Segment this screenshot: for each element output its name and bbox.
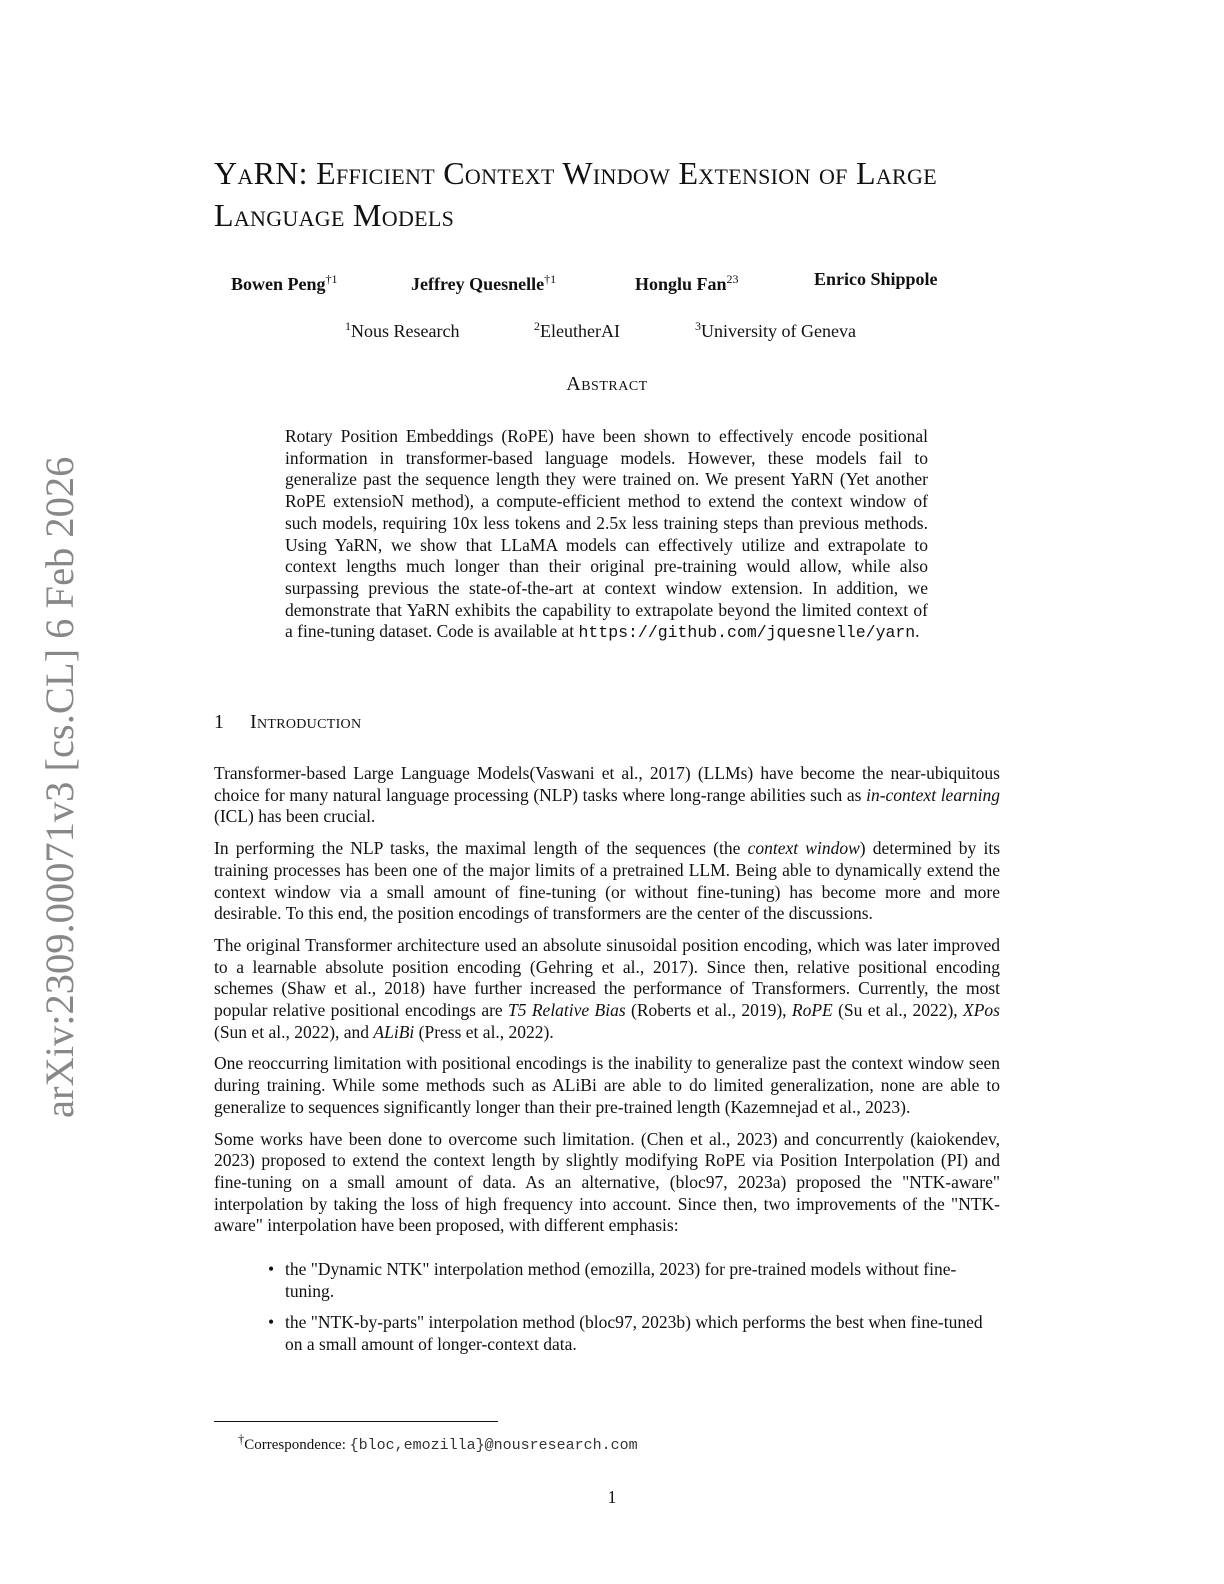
author (231, 266, 338, 297)
author (411, 266, 556, 297)
section-title: Introduction (250, 711, 362, 733)
paragraph: Some works have been done to overcome such limitation. (Chen et al., 2023) and concurrently (kaiokendev, 2023) proposed to extend the context length by slightly modifying RoPE via Position Interpolation (PI) and fine-tuning on a small amount of data. As an alternative, (bloc97, 2023a) proposed the "NTK-aware" interpolation by taking the loss of high frequency into account. Since then, two improvements of the "NTK-aware" interpolation have been proposed, with different emphasis: (214, 1128, 1000, 1236)
bullet-marker: • (268, 1259, 275, 1280)
affiliation-name: Nous Research (351, 321, 460, 341)
affiliation-name: University of Geneva (701, 321, 856, 341)
abstract-body-text: Rotary Position Embeddings (RoPE) have been shown to effectively encode positional information in transformer-based language models. However, these models fail to generalize past the sequence length they were trained on. We present YaRN (Yet another RoPE extensioN method), a compute-efficient method to extend the context window of such models, requiring 10x less tokens and 2.5x less training steps than previous methods. Using YaRN, we show that LLaMA models can effectively utilize and extrapolate to context lengths much longer than their original pre-training would allow, while also surpassing previous the state-of-the-art at context window extension. In addition, we demonstrate that YaRN exhibits the capability to extrapolate beyond the limited context of a fine-tuning dataset. Code is available at (285, 426, 928, 642)
paragraph-text: (ICL) has been crucial. (214, 806, 376, 827)
paragraph-text: (Roberts et al., 2019), (625, 1000, 792, 1021)
bullet-text: the "NTK-by-parts" interpolation method (bloc97, 2023b) which performs the best when fine-tuned on a small amount of longer-context data. (285, 1312, 983, 1355)
emphasis-text: T5 Relative Bias (508, 1000, 626, 1021)
paragraph-text: (Press et al., 2022). (414, 1021, 554, 1042)
emphasis-text: XPos (963, 1000, 1000, 1021)
affiliation-mark: 2 (534, 319, 540, 333)
affiliation-name: EleutherAI (540, 321, 620, 341)
footnote-email[interactable]: {bloc,emozilla}@nousresearch.com (349, 1437, 638, 1454)
author-marks: †1 (325, 272, 338, 286)
emphasis-text: ALiBi (373, 1021, 415, 1042)
author-name: Jeffrey Quesnelle (411, 274, 545, 294)
bullet-item (268, 1312, 1000, 1355)
author-marks: 23 (726, 272, 739, 286)
arxiv-identifier: arXiv:2309.00071v3 [cs.CL] 6 Feb 2026 (37, 456, 82, 1118)
author (635, 266, 739, 297)
section-heading (214, 711, 361, 734)
author-name: Honglu Fan (635, 274, 727, 294)
paragraph (214, 935, 1000, 1044)
author (814, 266, 938, 292)
paragraph (214, 763, 1000, 828)
author-name: Bowen Peng (231, 274, 326, 294)
introduction-body (214, 763, 1000, 1366)
section-number: 1 (214, 711, 225, 733)
paragraph-text: (Su et al., 2022), (832, 1000, 964, 1021)
footnote-label: Correspondence: (244, 1437, 350, 1453)
paper-title: YaRN: Efficient Context Window Extension of Large Language Models (214, 155, 937, 233)
bullet-list (214, 1259, 1000, 1356)
abstract-end: . (915, 621, 920, 642)
emphasis-text: in-context learning (866, 784, 1000, 805)
footnote-divider (214, 1421, 498, 1422)
bullet-marker: • (268, 1312, 275, 1333)
affiliation-mark: 1 (345, 319, 351, 333)
affiliation-mark: 3 (695, 319, 701, 333)
affiliation (534, 313, 620, 344)
affiliation (345, 313, 459, 344)
paragraph-text: Transformer-based Large Language Models(Vaswani et al., 2017) (LLMs) have become the near-ubiquitous choice for many natural language processing (NLP) tasks where long-range abilities such as (214, 763, 1000, 805)
paragraph-text: The original Transformer architecture used an absolute sinusoidal position encoding, which was later improved to a learnable absolute position encoding (Gehring et al., 2017). Since then, relative positional encoding schemes (Shaw et al., 2018) have further increased the performance of Transformers. Currently, the most popular relative positional encodings are (214, 934, 1000, 1021)
bullet-text: the "Dynamic NTK" interpolation method (emozilla, 2023) for pre-trained models without fine-tuning. (285, 1259, 957, 1301)
arxiv-sidebar-stamp (36, 450, 84, 1118)
author-name: Enrico Shippole (814, 269, 938, 289)
footnote-mark: † (238, 1432, 245, 1446)
code-link[interactable]: https://github.com/jquesnelle/yarn (578, 623, 916, 643)
paragraph-text: In performing the NLP tasks, the maximal length of the sequences (the (214, 838, 748, 859)
emphasis-text: context window (747, 838, 860, 859)
page-number: 1 (607, 1487, 617, 1507)
affiliation (695, 313, 856, 344)
paragraph: One reoccurring limitation with positional encodings is the inability to generalize past the context window seen during training. While some methods such as ALiBi are able to do limited generalization, none are able to generalize to sequences significantly longer than their pre-trained length (Kazemnejad et al., 2023). (214, 1053, 1000, 1117)
abstract-heading: Abstract (566, 373, 648, 395)
paragraph (214, 838, 1000, 925)
paragraph-text: ) determined by its training processes has been one of the major limits of a pretrained LLM. Being able to dynamically extend the context window via a small amount of fine-tuning (or without fine-tuning) has become more and more desirable. To this end, the position encodings of transformers are the center of the discussions. (214, 838, 1000, 924)
abstract-text (285, 426, 928, 644)
footnote (238, 1428, 638, 1457)
bullet-item (268, 1259, 1000, 1302)
paragraph-text: (Sun et al., 2022), and (214, 1021, 374, 1042)
author-marks: †1 (544, 272, 557, 286)
emphasis-text: RoPE (791, 1000, 833, 1021)
